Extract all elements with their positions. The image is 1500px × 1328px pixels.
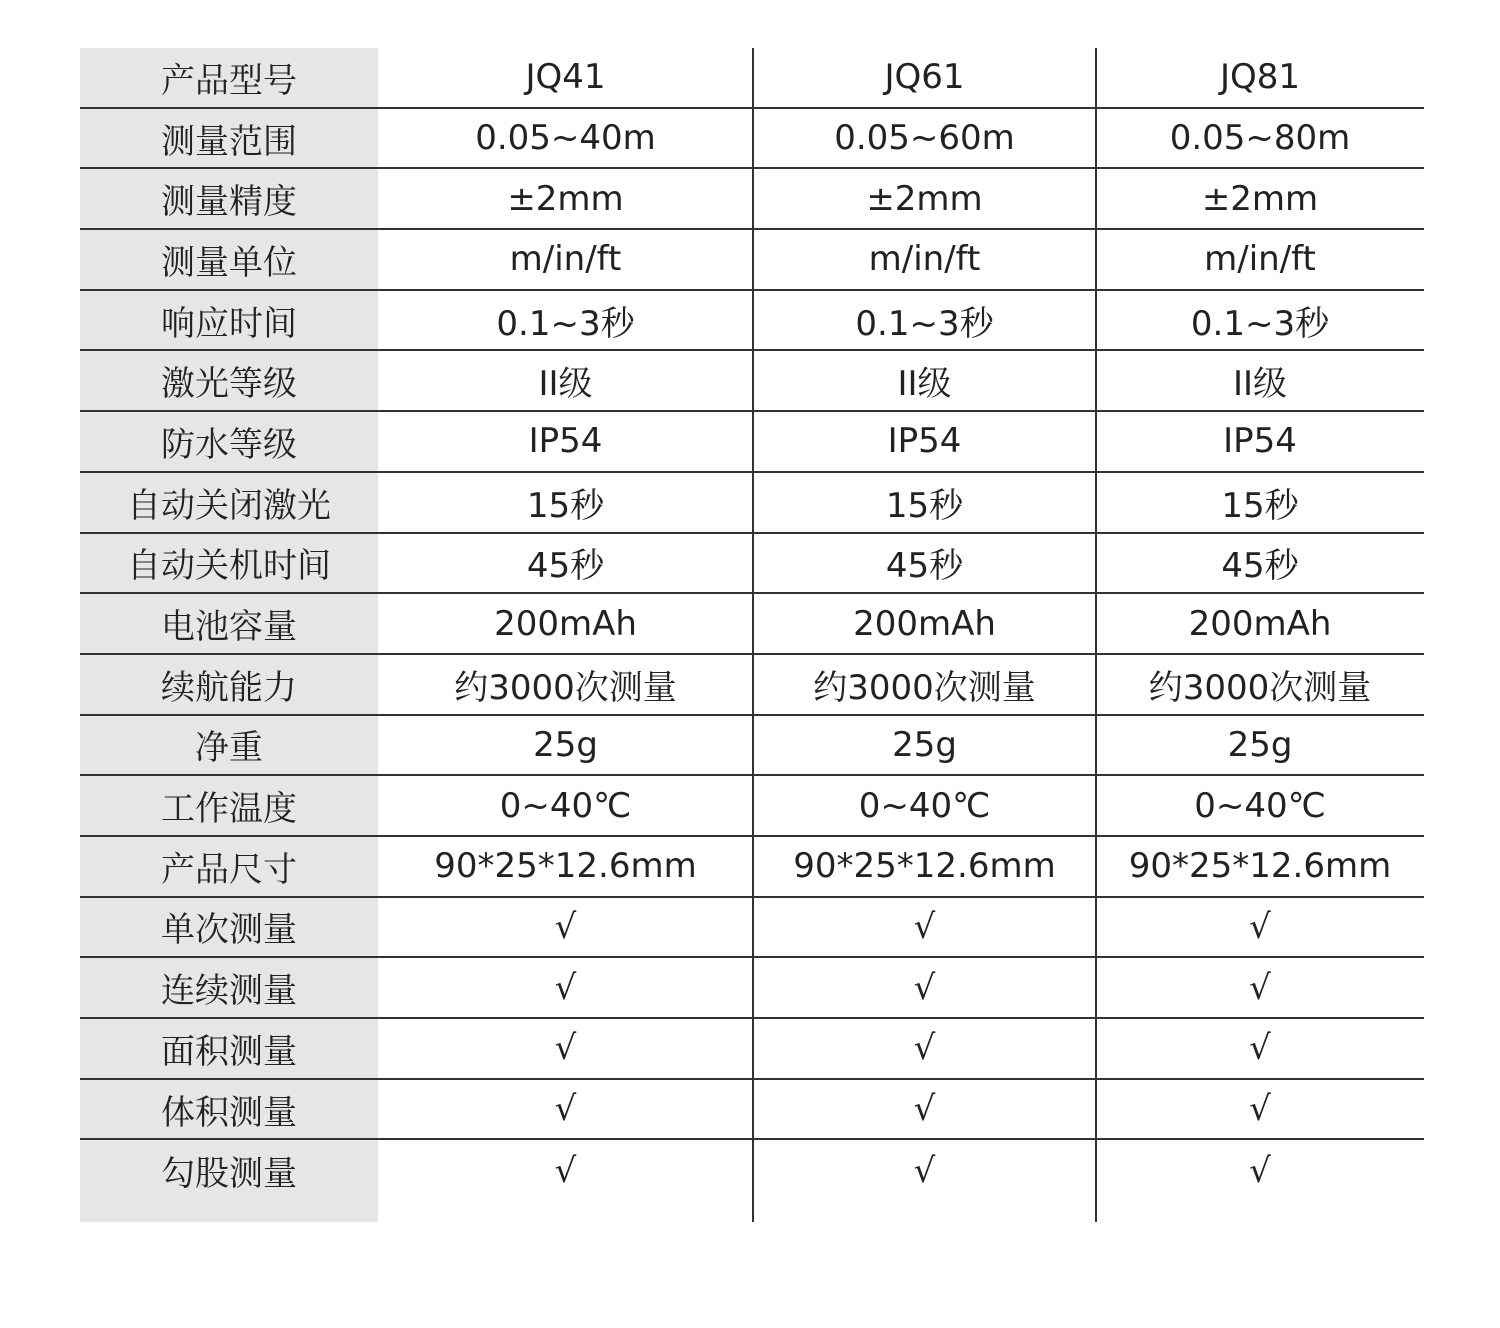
row-label: 自动关机时间 <box>127 546 331 587</box>
row-label: 产品尺寸 <box>161 849 297 890</box>
cell-jq61: 15秒 <box>885 485 964 526</box>
cell-jq41: 15秒 <box>526 485 605 526</box>
cell-jq61: 200mAh <box>853 603 996 644</box>
check-mark-jq61: √ <box>913 906 936 947</box>
model-jq41-header: JQ41 <box>525 57 606 98</box>
cell-jq61: ±2mm <box>866 178 983 219</box>
check-mark-jq41: √ <box>554 1028 577 1069</box>
row-label: 体积测量 <box>161 1092 297 1133</box>
cell-jq81: 0.05~80m <box>1169 118 1351 159</box>
cell-jq61: 45秒 <box>885 546 964 587</box>
cell-jq61: 0~40℃ <box>858 785 991 826</box>
cell-jq61: 25g <box>892 724 957 765</box>
cell-jq41: 约3000次测量 <box>454 667 677 708</box>
cell-jq81: 45秒 <box>1221 546 1299 587</box>
check-mark-jq41: √ <box>554 906 577 947</box>
model-jq61-header: JQ61 <box>884 57 965 98</box>
cell-jq81: 约3000次测量 <box>1148 667 1372 708</box>
cell-jq81: 90*25*12.6mm <box>1128 846 1392 887</box>
model-jq81-header: JQ81 <box>1219 57 1301 98</box>
cell-jq81: ±2mm <box>1201 178 1319 219</box>
row-label: 防水等级 <box>161 424 297 465</box>
check-mark-jq61: √ <box>913 1028 936 1069</box>
check-mark-jq41: √ <box>554 967 577 1008</box>
column-divider <box>752 48 754 1222</box>
cell-jq41: m/in/ft <box>509 239 622 280</box>
cell-jq41: II级 <box>538 364 593 405</box>
row-label: 测量精度 <box>161 182 297 223</box>
cell-jq61: 0.05~60m <box>834 118 1015 159</box>
check-mark-jq81: √ <box>1249 967 1271 1008</box>
row-label: 测量范围 <box>161 121 297 162</box>
check-mark-jq41: √ <box>554 1150 577 1191</box>
cell-jq41: 90*25*12.6mm <box>434 846 697 887</box>
check-mark-jq81: √ <box>1249 1028 1271 1069</box>
row-label: 勾股测量 <box>161 1154 297 1195</box>
row-label: 测量单位 <box>161 242 297 283</box>
cell-jq81: 15秒 <box>1221 485 1299 526</box>
cell-jq61: 约3000次测量 <box>813 667 1036 708</box>
row-label: 面积测量 <box>161 1031 297 1072</box>
cell-jq81: 200mAh <box>1188 603 1332 644</box>
row-label: 自动关闭激光 <box>127 485 331 526</box>
cell-jq81: 0~40℃ <box>1194 785 1326 826</box>
check-mark-jq81: √ <box>1249 1150 1271 1191</box>
cell-jq41: 200mAh <box>494 603 637 644</box>
cell-jq41: IP54 <box>528 421 603 462</box>
cell-jq41: ±2mm <box>507 178 624 219</box>
check-mark-jq61: √ <box>913 1089 936 1130</box>
check-mark-jq81: √ <box>1249 1089 1271 1130</box>
cell-jq81: II级 <box>1232 364 1288 405</box>
row-label: 电池容量 <box>161 607 297 648</box>
row-label: 工作温度 <box>161 789 297 830</box>
header-label: 产品型号 <box>161 60 297 101</box>
cell-jq81: 25g <box>1227 724 1293 765</box>
check-mark-jq61: √ <box>913 1150 936 1191</box>
cell-jq61: 0.1~3秒 <box>855 303 994 344</box>
cell-jq61: 90*25*12.6mm <box>793 846 1056 887</box>
row-label: 净重 <box>195 728 263 769</box>
check-mark-jq41: √ <box>554 1089 577 1130</box>
cell-jq41: 0.1~3秒 <box>496 303 635 344</box>
cell-jq41: 45秒 <box>526 546 605 587</box>
cell-jq61: II级 <box>897 364 952 405</box>
row-label: 连续测量 <box>161 971 297 1012</box>
cell-jq61: IP54 <box>887 421 962 462</box>
cell-jq61: m/in/ft <box>868 239 981 280</box>
check-mark-jq61: √ <box>913 967 936 1008</box>
row-label: 续航能力 <box>161 667 297 708</box>
spec-comparison-table <box>80 48 1424 1222</box>
cell-jq81: 0.1~3秒 <box>1190 303 1330 344</box>
cell-jq41: 0.05~40m <box>475 118 656 159</box>
cell-jq41: 25g <box>533 724 598 765</box>
row-label: 激光等级 <box>161 364 297 405</box>
cell-jq81: IP54 <box>1223 421 1297 462</box>
cell-jq41: 0~40℃ <box>499 785 632 826</box>
row-label: 单次测量 <box>161 910 297 951</box>
check-mark-jq81: √ <box>1249 906 1271 947</box>
column-divider <box>1095 48 1097 1222</box>
cell-jq81: m/in/ft <box>1204 239 1316 280</box>
row-label: 响应时间 <box>161 303 297 344</box>
